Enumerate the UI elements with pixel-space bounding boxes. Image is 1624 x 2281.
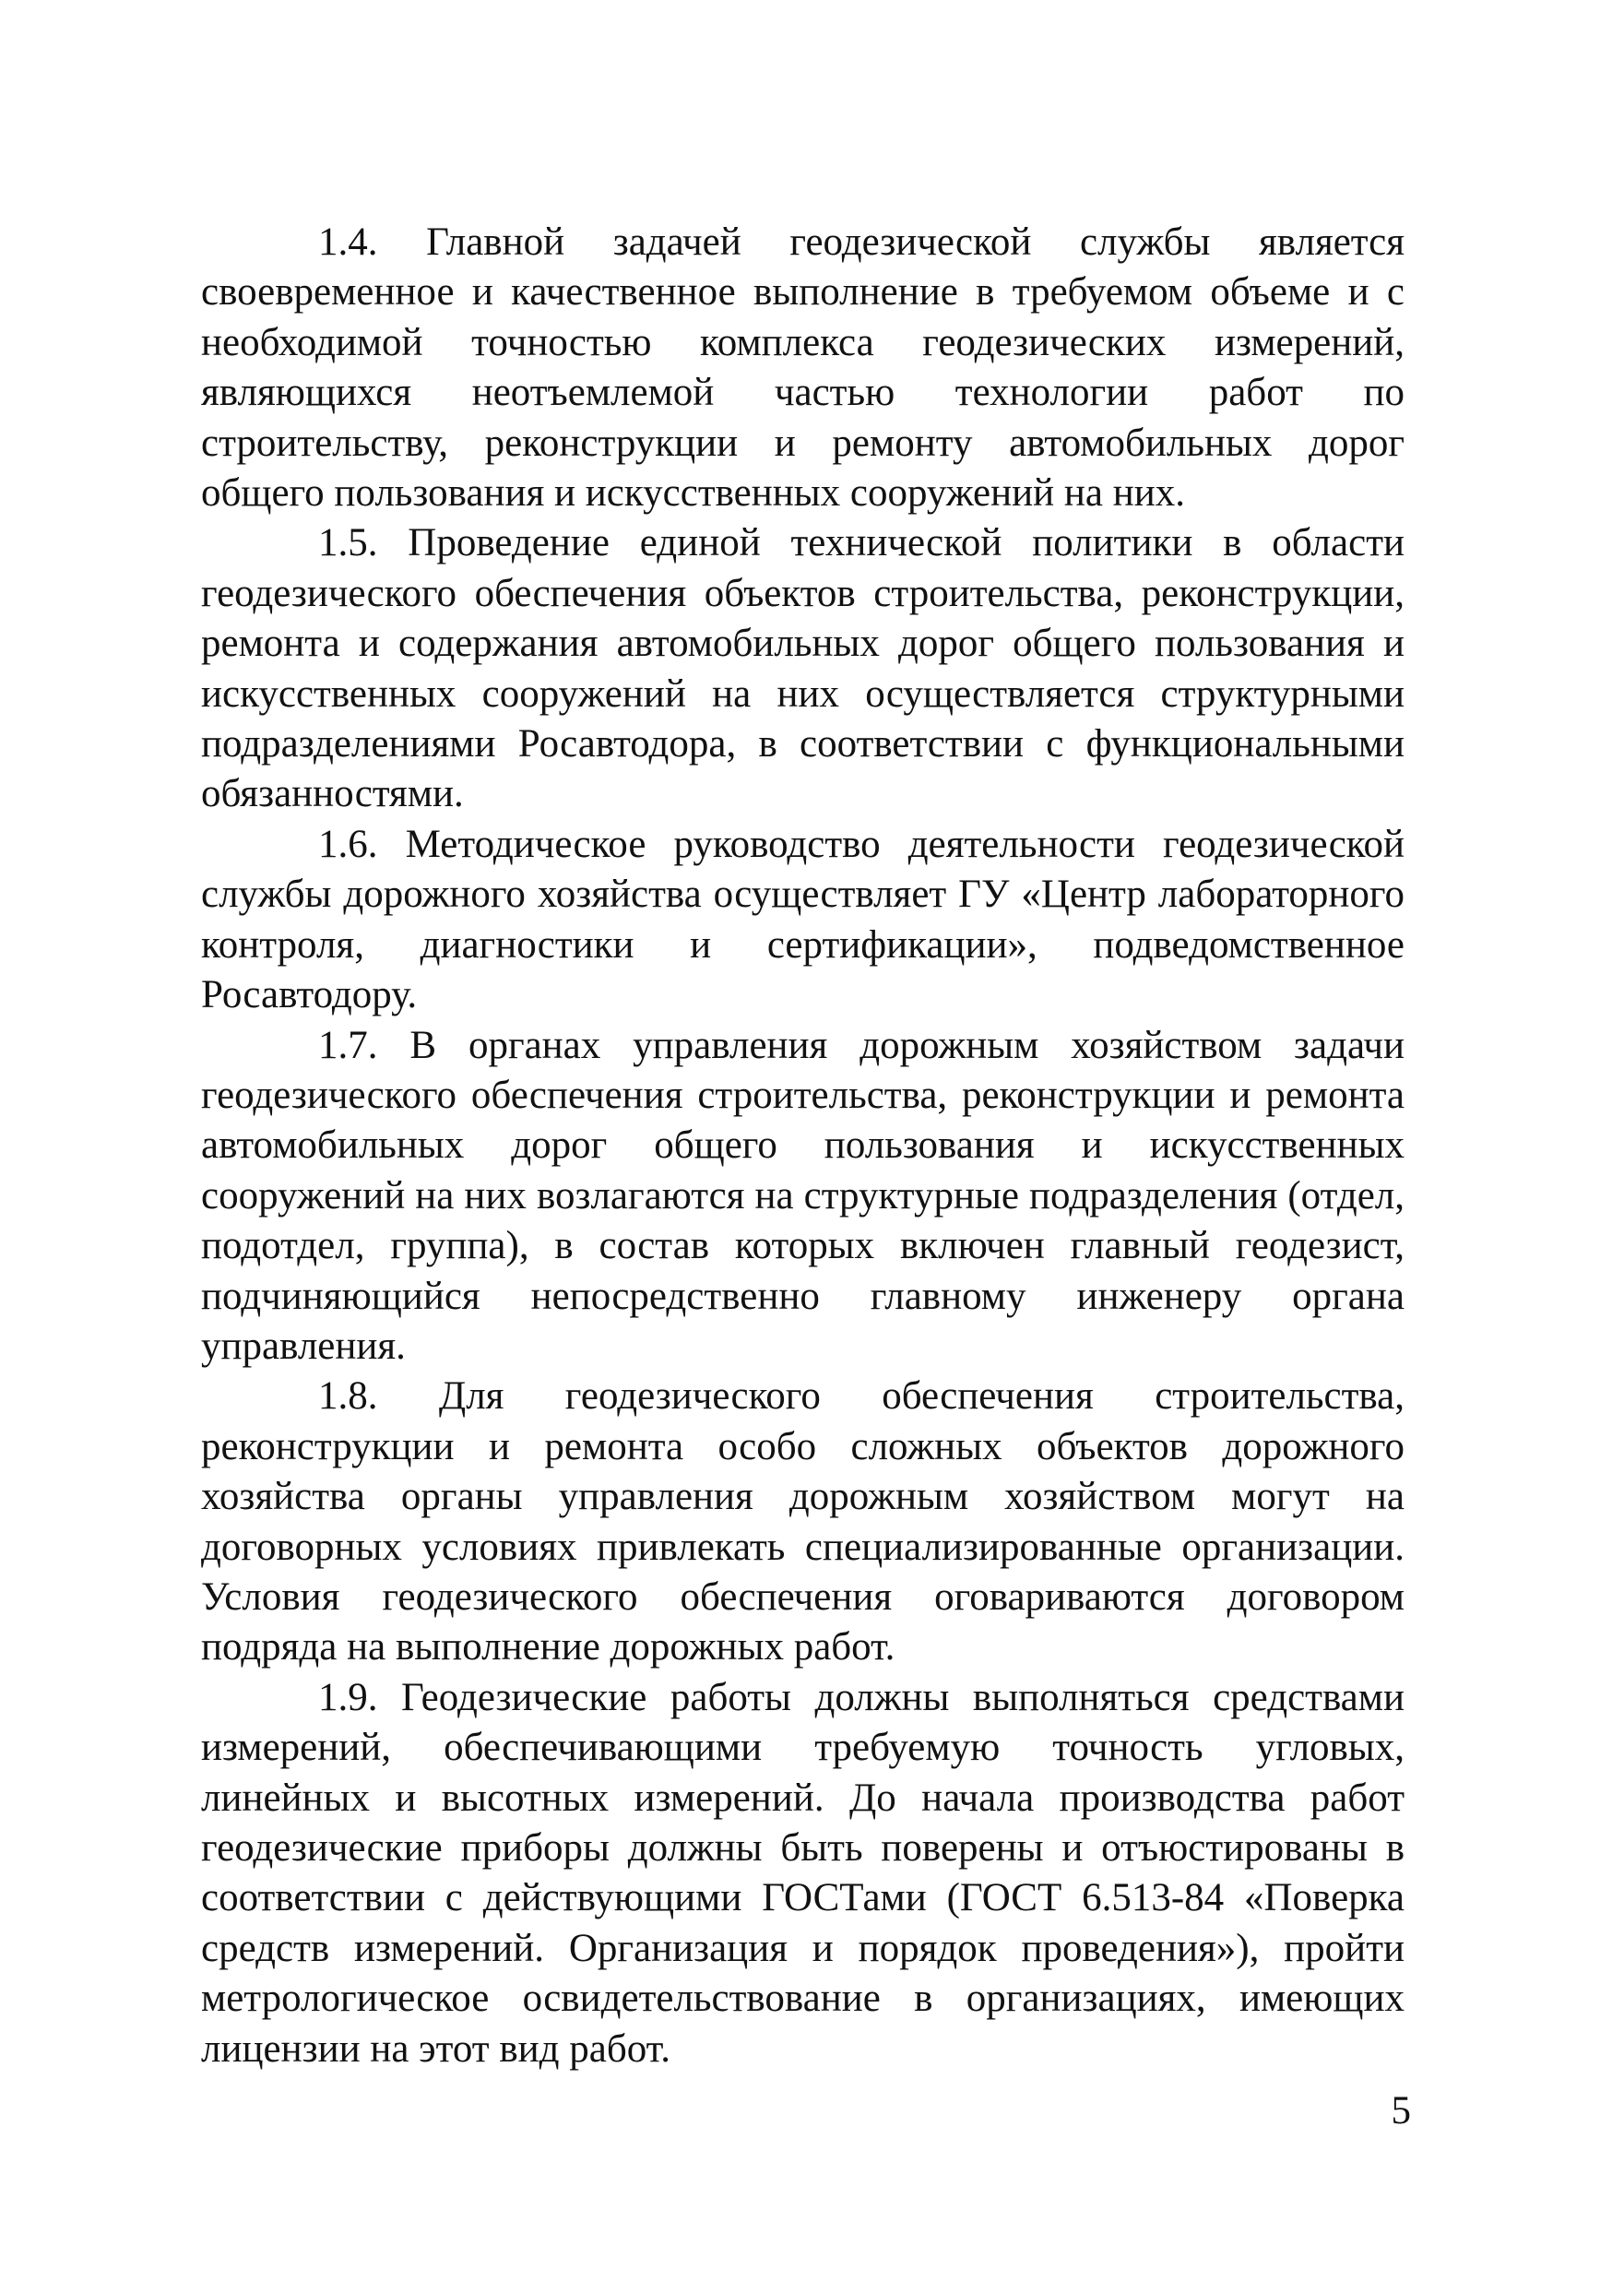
page-number: 5 bbox=[1391, 2089, 1411, 2132]
paragraph-1-4: 1.4. Главной задачей геодезической службы является своевременное и качественное выполнение в требуемом объеме и с необходимой точностью комплекса геодезических измерений, являющихся неотъемлемой частью технологии работ по строительству, реконструкции и ремонту автомобильных дорог общего пользования и искусственных сооружений на них. bbox=[201, 220, 1405, 516]
paragraph-1-8: 1.8. Для геодезического обеспечения строительства, реконструкции и ремонта особо сложных объектов дорожного хозяйства органы управления дорожным хозяйством могут на договорных условиях привлекать специализированные организации. Условия геодезического обеспечения оговариваются договором подряда на выполнение дорожных работ. bbox=[201, 1374, 1405, 1669]
body-text bbox=[201, 218, 1405, 2074]
paragraph-1-6: 1.6. Методическое руководство деятельности геодезической службы дорожного хозяйства осуществляет ГУ «Центр лабораторного контроля, диагностики и сертификации», подведомственное Росавтодору. bbox=[201, 822, 1405, 1017]
paragraph-1-5: 1.5. Проведение единой технической политики в области геодезического обеспечения объектов строительства, реконструкции, ремонта и содержания автомобильных дорог общего пользования и искусственных сооружений на них осуществляется структурными подразделениями Росавтодора, в соответствии с функциональными обязанностями. bbox=[201, 521, 1405, 816]
paragraph-1-9: 1.9. Геодезические работы должны выполняться средствами измерений, обеспечивающими требуемую точность угловых, линейных и высотных измерений. До начала производства работ геодезические приборы должны быть поверены и отъюстированы в соответствии с действующими ГОСТами (ГОСТ 6.513-84 «Поверка средств измерений. Организация и порядок проведения»), пройти метрологическое освидетельствование в организациях, имеющих лицензии на этот вид работ. bbox=[201, 1675, 1405, 2071]
paragraph-1-7: 1.7. В органах управления дорожным хозяйством задачи геодезического обеспечения строительства, реконструкции и ремонта автомобильных дорог общего пользования и искусственных сооружений на них возлагаются на структурные подразделения (отдел, подотдел, группа), в состав которых включен главный геодезист, подчиняющийся непосредственно главному инженеру органа управления. bbox=[201, 1023, 1405, 1368]
